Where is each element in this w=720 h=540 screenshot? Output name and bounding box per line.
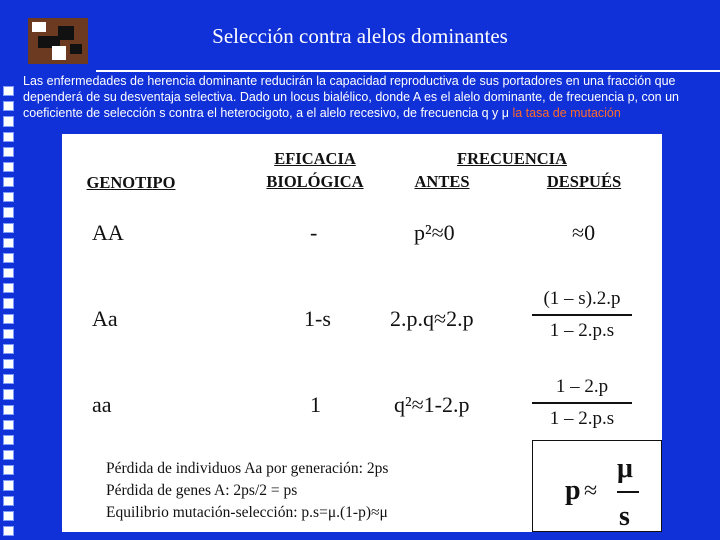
header-frequency: FRECUENCIA [456, 149, 567, 168]
header-before: ANTES [414, 172, 470, 191]
row-aa-dominant-before: p²≈0 [414, 220, 455, 245]
row-aa-recessive-genotype: aa [92, 392, 112, 417]
fraction-bar [532, 402, 632, 404]
header-efficacy-2: BIOLÓGICA [266, 172, 364, 191]
after-numerator: 1 – 2.p [555, 376, 609, 397]
summary-panel [62, 440, 662, 532]
formula-approx: ≈ [584, 478, 598, 504]
header-efficacy-1: EFICACIA [274, 149, 356, 168]
summary-line-3: Equilibrio mutación-selección: p.s=μ.(1-p)≈μ [106, 504, 388, 521]
summary-text [106, 458, 388, 524]
equilibrium-formula [532, 440, 662, 532]
summary-line-2: Pérdida de genes A: 2ps/2 = ps [106, 482, 298, 499]
intro-paragraph [23, 73, 713, 121]
after-denominator: 1 – 2.p.s [549, 407, 615, 429]
row-aa-recessive-before: q²≈1-2.p [394, 392, 470, 417]
formula-s: s [619, 501, 630, 532]
title-divider [96, 70, 720, 72]
row-aa-hetero-genotype: Aa [92, 306, 118, 331]
after-numerator: (1 – s).2.p [543, 288, 621, 309]
after-denominator: 1 – 2.p.s [549, 319, 615, 341]
row-aa-dominant-after: ≈0 [572, 220, 596, 245]
row-aa-recessive-efficacy: 1 [310, 392, 321, 417]
row-aa-dominant-genotype: AA [92, 220, 124, 245]
genotype-table [62, 134, 662, 440]
formula-p: p [565, 475, 581, 506]
summary-line-1: Pérdida de individuos Aa por generación: 2ps [106, 460, 389, 477]
formula-bar [617, 491, 639, 493]
row-aa-dominant-efficacy: - [310, 220, 318, 245]
page-title: Selección contra alelos dominantes [212, 24, 508, 48]
fraction-bar [532, 314, 632, 316]
header-genotype: GENOTIPO [86, 173, 176, 192]
intro-highlight: la tasa de mutación [512, 106, 621, 120]
row-aa-hetero-after [532, 288, 632, 342]
bullet-column [3, 86, 17, 536]
row-aa-hetero-before: 2.p.q≈2.p [390, 306, 474, 331]
row-aa-hetero-efficacy: 1-s [304, 306, 331, 331]
row-aa-recessive-after [532, 376, 632, 430]
intro-text: Las enfermedades de herencia dominante reducirán la capacidad reproductiva de sus portadores en una fracción que dependerá de su desventaja selectiva. Dado un locus bialélico, donde A es el alelo dominante, de frecuencia p, con un coeficiente de selección s contra el heterocigoto, a el alelo recesivo, de frecuencia q y μ [23, 74, 680, 120]
formula-mu: μ [617, 453, 633, 484]
header-after: DESPUÉS [546, 172, 622, 191]
